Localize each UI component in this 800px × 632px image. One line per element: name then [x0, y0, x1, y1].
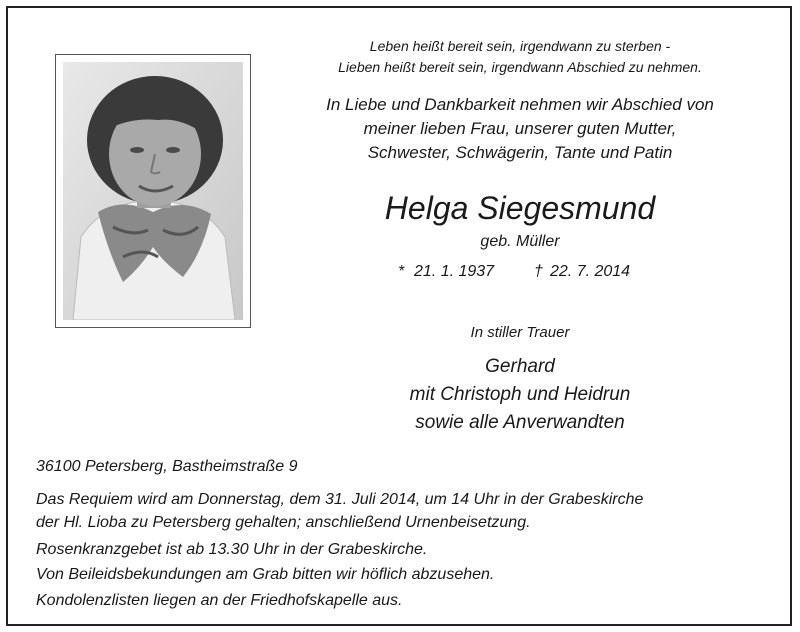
motto-line-1: Leben heißt bereit sein, irgendwann zu sterben -	[369, 38, 671, 54]
intro-line-2: meiner lieben Frau, unserer guten Mutter,	[363, 119, 677, 138]
portrait-photo	[63, 62, 243, 320]
mourner-line-2: mit Christoph und Heidrun	[409, 384, 631, 405]
mourner-line-3: sowie alle Anverwandten	[415, 412, 625, 433]
details-line-4: Von Beileidsbekundungen am Grab bitten wir höflich abzusehen.	[36, 566, 495, 583]
details-line-2: der Hl. Lioba zu Petersberg gehalten; anschließend Urnenbeisetzung.	[36, 514, 531, 531]
deceased-name: Helga Siegesmund	[384, 190, 656, 226]
portrait-frame	[55, 54, 251, 328]
birth-symbol: *	[398, 263, 405, 280]
motto-line-2: Lieben heißt bereit sein, irgendwann Abschied zu nehmen.	[338, 59, 702, 75]
intro-line-3: Schwester, Schwägerin, Tante und Patin	[367, 143, 673, 162]
details-line-3: Rosenkranzgebet ist ab 13.30 Uhr in der Grabeskirche.	[36, 541, 428, 558]
death-symbol: †	[534, 263, 543, 280]
mourner-line-1: Gerhard	[485, 356, 555, 377]
details-line-1: Das Requiem wird am Donnerstag, dem 31. Juli 2014, um 14 Uhr in der Grabeskirche	[36, 491, 644, 508]
death-date: 22. 7. 2014	[550, 263, 631, 280]
birth-date: 21. 1. 1937	[414, 263, 495, 280]
details-line-5: Kondolenzlisten liegen an der Friedhofskapelle aus.	[36, 592, 403, 609]
intro-line-1: In Liebe und Dankbarkeit nehmen wir Abschied von	[326, 95, 714, 114]
mourning-heading: In stiller Trauer	[470, 324, 570, 341]
address: 36100 Petersberg, Bastheimstraße 9	[36, 458, 298, 475]
maiden-name: geb. Müller	[480, 233, 560, 250]
